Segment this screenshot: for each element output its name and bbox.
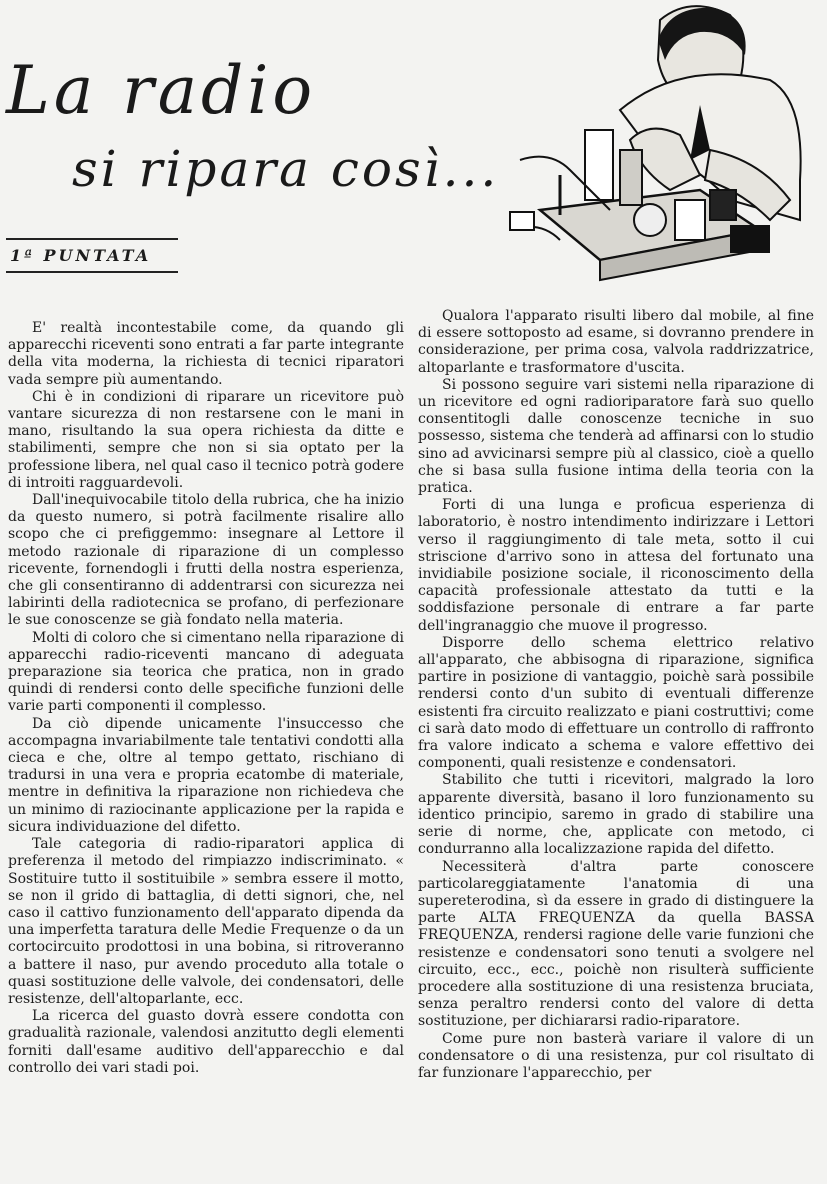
paragraph: Qualora l'apparato risulti libero dal mobile, al fine di essere sottoposto ad esame, si dovranno prendere in considerazione, per prima cosa, valvola raddrizzatrice, altoparlante e trasformatore d'uscita.	[418, 308, 814, 376]
paragraph: Tale categoria di radio-riparatori applica di preferenza il metodo del rimpiazzo indiscriminato. « Sostituire tutto il sostituibile » sembra essere il motto, se non il grido di battaglia, di detti signori, che, nel caso il cattivo funzionamento dell'apparato dipenda da una imperfetta taratura delle Medie Frequenze o da un cortocircuito prodottosi in una bobina, si ritroveranno a battere il naso, pur avendo proceduto alla totale o quasi sostituzione delle valvole, dei condensatori, delle resistenze, dell'altoparlante, ecc.	[8, 836, 404, 1007]
title-line-2: si ripara così...	[72, 140, 500, 198]
article-right-column	[418, 308, 814, 1082]
paragraph: Come pure non basterà variare il valore di un condensatore o di una resistenza, pur col risultato di far funzionare l'apparecchio, per	[418, 1030, 814, 1081]
paragraph: E' realtà incontestabile come, da quando gli apparecchi riceventi sono entrati a far parte integrante della vita moderna, la richiesta di tecnici riparatori vada sempre più aumentando.	[8, 320, 404, 388]
paragraph: Necessiterà d'altra parte conoscere particolareggiatamente l'anatomia di una supereterodina, sì da essere in grado di distinguere la parte ALTA FREQUENZA da quella BASSA FREQUENZA, rendersi ragione delle varie funzioni che resistenze e condensatori sono tenuti a svolgere nel circuito, ecc., ecc., poichè non risulterà sufficiente procedere alla sostituzione di una resistenza bruciata, senza peraltro rendersi conto del valore di detta sostituzione, per dichiararsi radio-riparatore.	[418, 858, 814, 1030]
article-left-column	[8, 308, 404, 1077]
paragraph: Disporre dello schema elettrico relativo all'apparato, che abbisogna di riparazione, significa partire in posizione di vantaggio, poichè sarà possibile rendersi conto d'un subito di eventuali differenze esistenti fra circuito realizzato e piani costruttivi; come ci sarà dato modo di effettuare un controllo di raffronto fra valore indicato a schema e valore effettivo dei componenti, quali resistenze e condensatori.	[418, 634, 814, 772]
paragraph: Dall'inequivocabile titolo della rubrica, che ha inizio da questo numero, si potrà facilmente risalire allo scopo che ci prefiggemmo: insegnare al Lettore il metodo razionale di riparazione di un complesso ricevente, fornendogli i frutti della nostra esperienza, che gli consentiranno di addentrarsi con sicurezza nei labirinti della radiotecnica se profano, di perfezionare le sue conoscenze se già fondato nella materia.	[8, 492, 404, 629]
technician-illustration	[500, 0, 810, 290]
paragraph: Da ciò dipende unicamente l'insuccesso che accompagna invariabilmente tale tentativi condotti alla cieca e che, oltre al tempo gettato, rischiano di tradursi in una vera e propria ecatombe di materiale, mentre in definitiva la riparazione non richiedeva che un minimo di raziocinante applicazione per la rapida e sicura individuazione del difetto.	[8, 715, 404, 835]
paragraph: Stabilito che tutti i ricevitori, malgrado la loro apparente diversità, basano il loro funzionamento su identico principio, saremo in grado di stabilire una serie di norme, che, applicate con metodo, ci condurranno alla localizzazione rapida del difetto.	[418, 772, 814, 858]
paragraph: Forti di una lunga e proficua esperienza di laboratorio, è nostro intendimento indirizzare i Lettori verso il raggiungimento di tale meta, sotto il cui striscione d'arrivo sono in attesa del fortunato una invidiabile posizione sociale, il riconoscimento della capacità professionale attestato da tutti e la soddisfazione personale di entrare a far parte dell'ingranaggio che muove il progresso.	[418, 497, 814, 634]
paragraph: Chi è in condizioni di riparare un ricevitore può vantare sicurezza di non restarsene con le mani in mano, risultando la sua opera richiesta da ditte e stabilimenti, sempre che non si sia optato per la professione libera, nel qual caso il tecnico potrà godere di introiti ragguardevoli.	[8, 388, 404, 491]
paragraph: La ricerca del guasto dovrà essere condotta con gradualità razionale, valendosi anzitutto degli elementi forniti dall'esame auditivo dell'apparecchio e dal controllo dei vari stadi poi.	[8, 1008, 404, 1076]
paragraph: Molti di coloro che si cimentano nella riparazione di apparecchi radio-riceventi mancano di adeguata preparazione sia teorica che pratica, non in grado quindi di rendersi conto delle specifiche funzioni delle varie parti componenti il complesso.	[8, 629, 404, 715]
paragraph: Si possono seguire vari sistemi nella riparazione di un ricevitore ed ogni radioriparatore farà suo quello consentitogli dalle conoscenze tecniche in suo possesso, sistema che tenderà ad affinarsi con lo studio sino ad avvicinarsi sempre più al classico, cioè a quello che si basa sulla fusione intima della teoria con la pratica.	[418, 376, 814, 497]
title-line-1: La radio	[6, 52, 317, 129]
series-label: 1ª PUNTATA	[6, 238, 178, 273]
